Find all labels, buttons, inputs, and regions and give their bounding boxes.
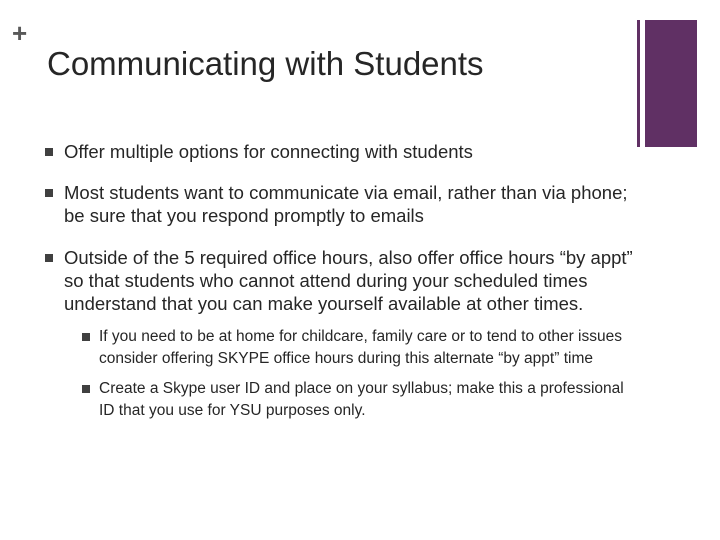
accent-line: [637, 20, 640, 147]
square-bullet-icon: [45, 254, 53, 262]
sub-bullet-text: Create a Skype user ID and place on your syllabus; make this a professional ID that you use for YSU purposes only.: [99, 380, 624, 419]
bullet-list: [45, 140, 645, 421]
square-bullet-icon: [45, 189, 53, 197]
bullet-text: Offer multiple options for connecting with students: [64, 141, 473, 162]
sub-bullet-text: If you need to be at home for childcare, family care or to tend to other issues consider offering SKYPE office hours during this alternate “by appt” time: [99, 328, 622, 367]
sub-bullet-list: [82, 326, 642, 421]
square-bullet-icon: [45, 148, 53, 156]
bullet-text: Outside of the 5 required office hours, also offer office hours “by appt” so that students who cannot attend during your scheduled times understand that you can make yourself available at other times.: [64, 247, 633, 314]
plus-icon: +: [12, 18, 28, 48]
bullet-item: [45, 140, 645, 163]
square-bullet-icon: [82, 333, 90, 341]
sub-bullet-item: [82, 326, 642, 369]
bullet-text: Most students want to communicate via email, rather than via phone; be sure that you respond promptly to emails: [64, 182, 628, 226]
accent-block: [645, 20, 697, 147]
bullet-item: [45, 246, 645, 421]
page-title: Communicating with Students: [47, 45, 484, 82]
sub-bullet-item: [82, 378, 642, 421]
square-bullet-icon: [82, 385, 90, 393]
bullet-item: [45, 181, 645, 227]
